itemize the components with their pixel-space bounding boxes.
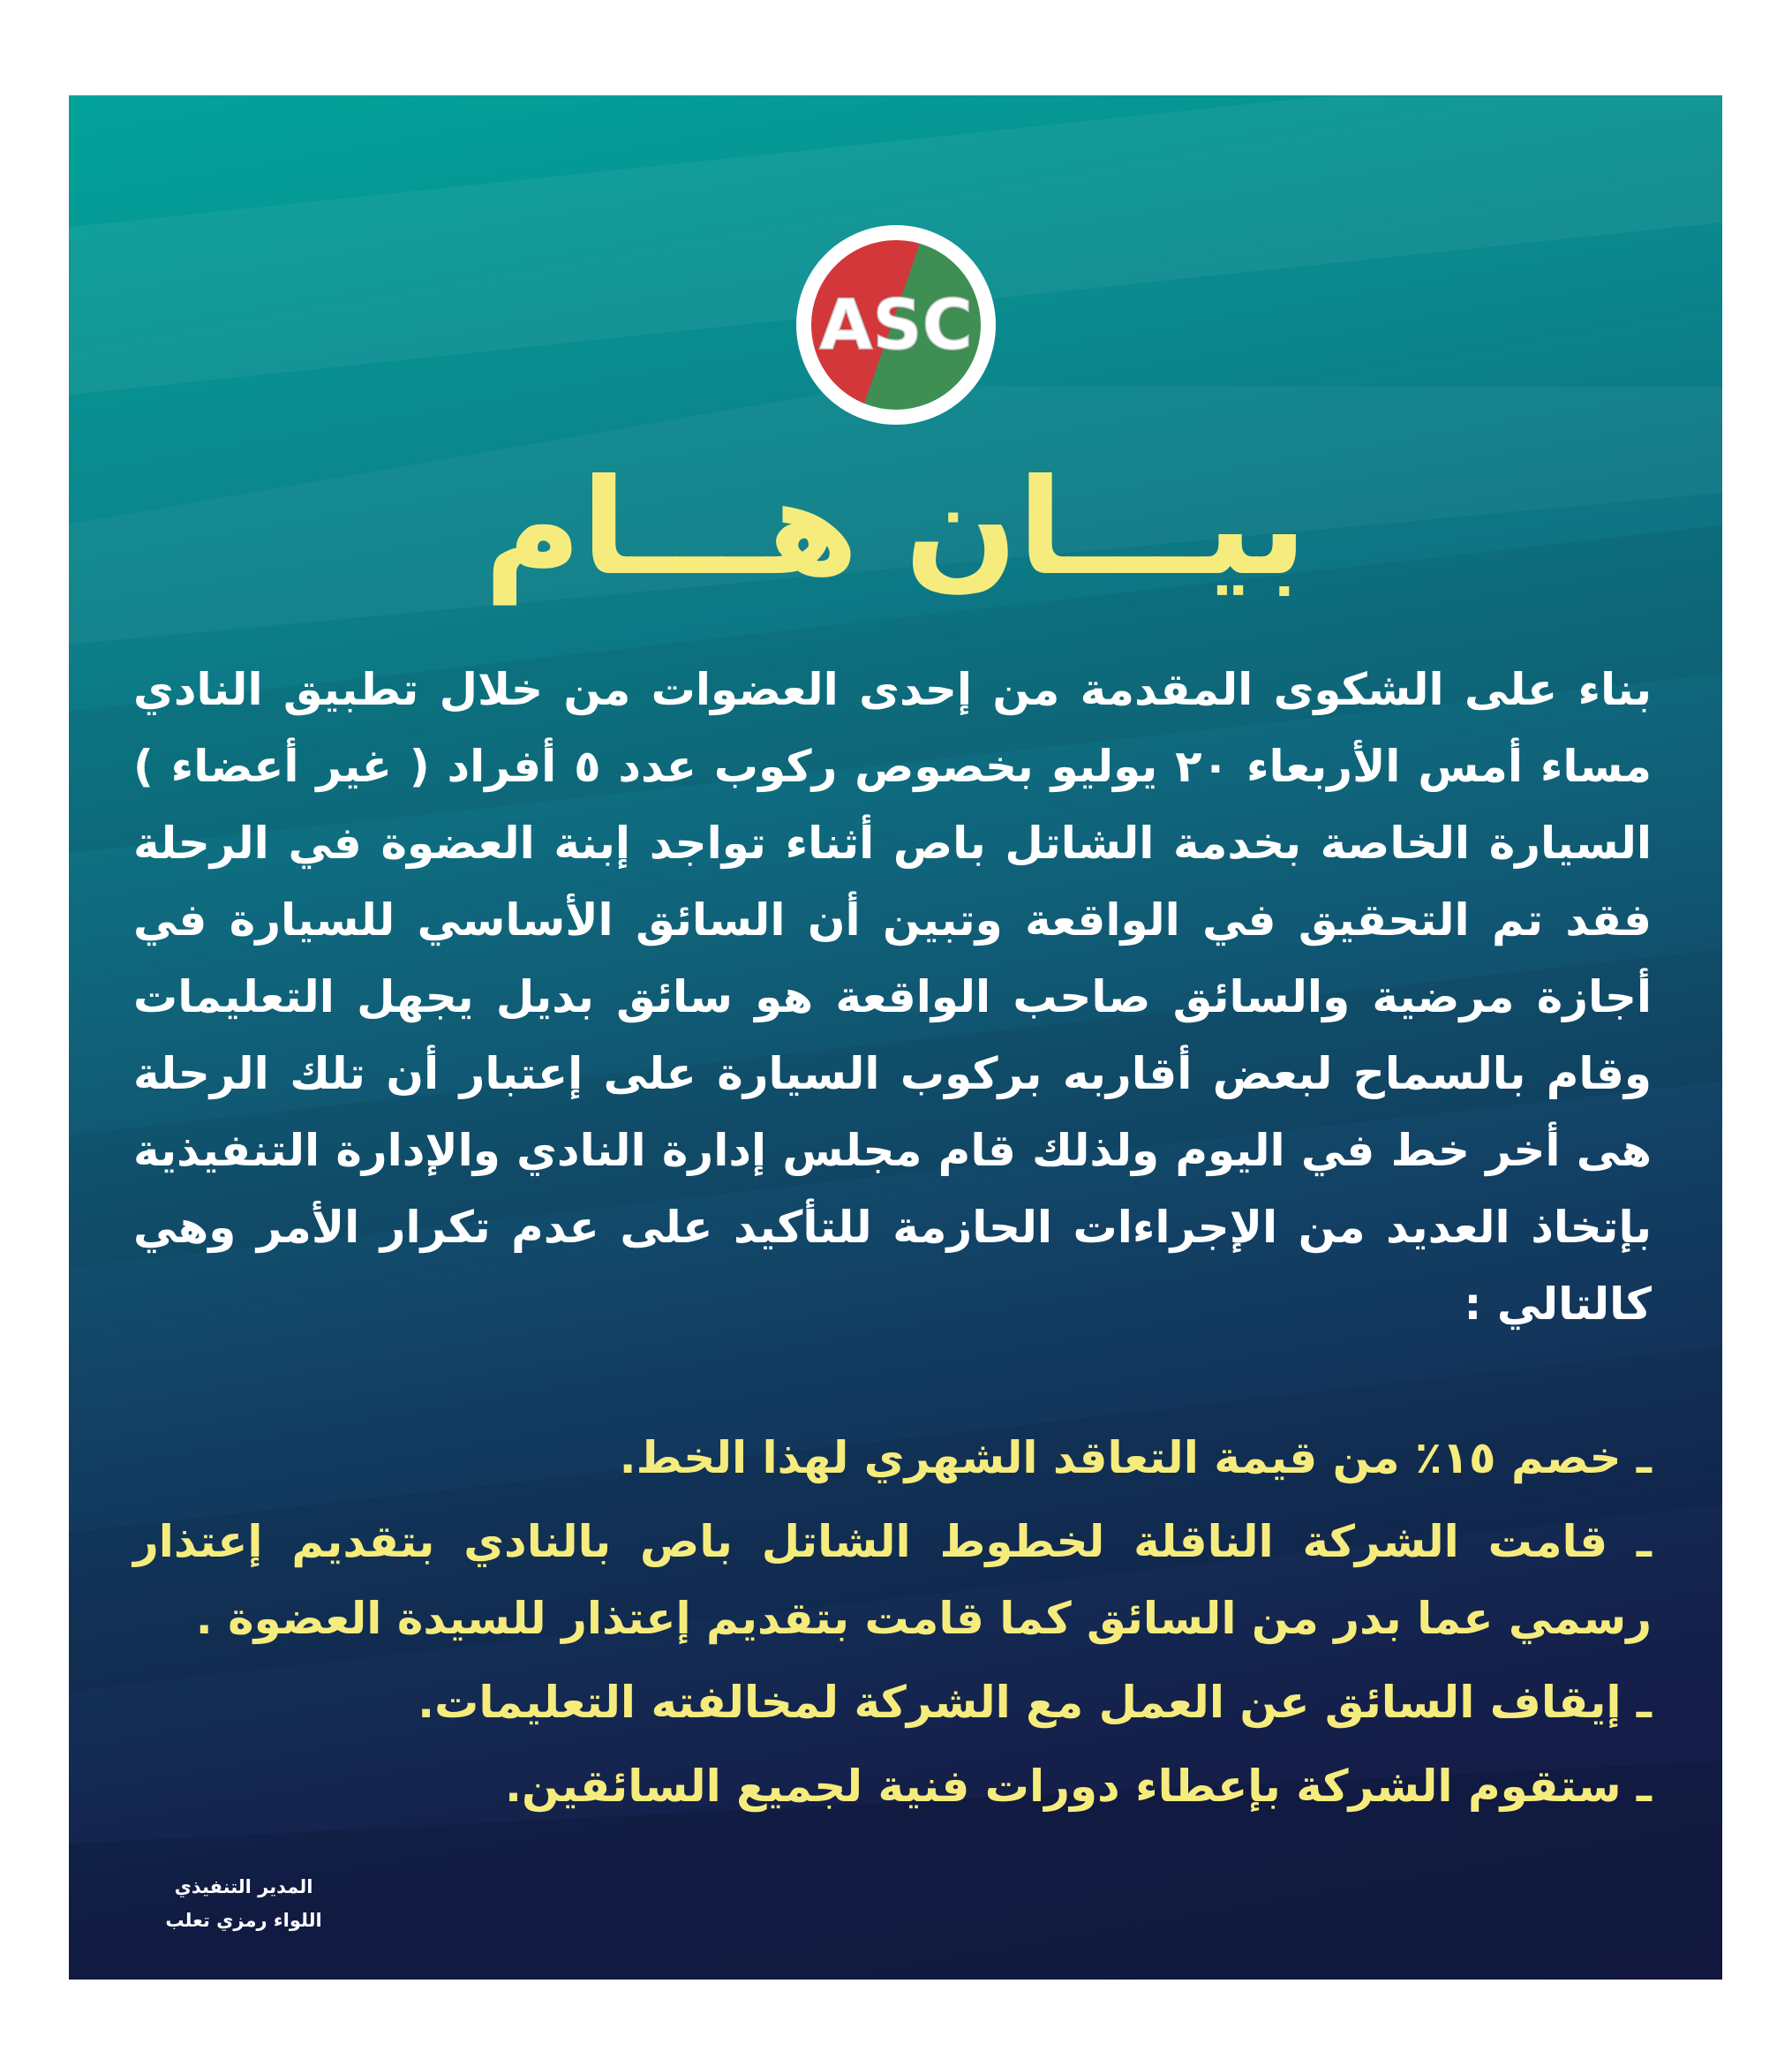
list-item: ـ قامت الشركة الناقلة لخطوط الشاتل باص بالنادي بتقديم إعتذار رسمي عما بدر من السائق كما قامت بتقديم إعتذار للسيدة العضوة . bbox=[133, 1516, 1652, 1644]
statement-paragraph: بناء على الشكوى المقدمة من إحدى العضوات من خلال تطبيق النادي مساء أمس الأربعاء ٢٠ يوليو بخصوص ركوب عدد ٥ أفراد ( غير أعضاء ) السيارة الخاصة بخدمة الشاتل باص أثناء تواجد إبنة العضوة في الرحلة فقد تم التحقيق في الواقعة وتبين أن السائق الأساسي للسيارة في أجازة مرضية والسائق صاحب الواقعة هو سائق بديل يجهل التعليمات وقام بالسماح لبعض أقاربه بركوب السيارة على إعتبار أن تلك الرحلة هى أخر خط في اليوم ولذلك قام مجلس إدارة النادي والإدارة التنفيذية بإتخاذ العديد من الإجراءات الحازمة للتأكيد على عدم تكرار الأمر وهي كالتالي : bbox=[133, 664, 1652, 1330]
signature-position: المدير التنفيذي bbox=[174, 1876, 313, 1897]
measures-list bbox=[133, 1420, 1652, 1832]
logo-text: ASC bbox=[819, 286, 973, 366]
list-item: ـ ستقوم الشركة بإعطاء دورات فنية لجميع السائقين. bbox=[505, 1761, 1652, 1812]
list-item: ـ خصم ١٥٪ من قيمة التعاقد الشهري لهذا الخط. bbox=[619, 1432, 1652, 1483]
list-item: ـ إيقاف السائق عن العمل مع الشركة لمخالفته التعليمات. bbox=[418, 1677, 1652, 1728]
statement-panel bbox=[69, 95, 1722, 1980]
signature-block bbox=[138, 1870, 350, 1937]
page-title: بيـــان هـــام bbox=[484, 451, 1307, 605]
asc-club-logo bbox=[794, 223, 998, 426]
signature-name: اللواء رمزي تعلب bbox=[165, 1910, 322, 1931]
